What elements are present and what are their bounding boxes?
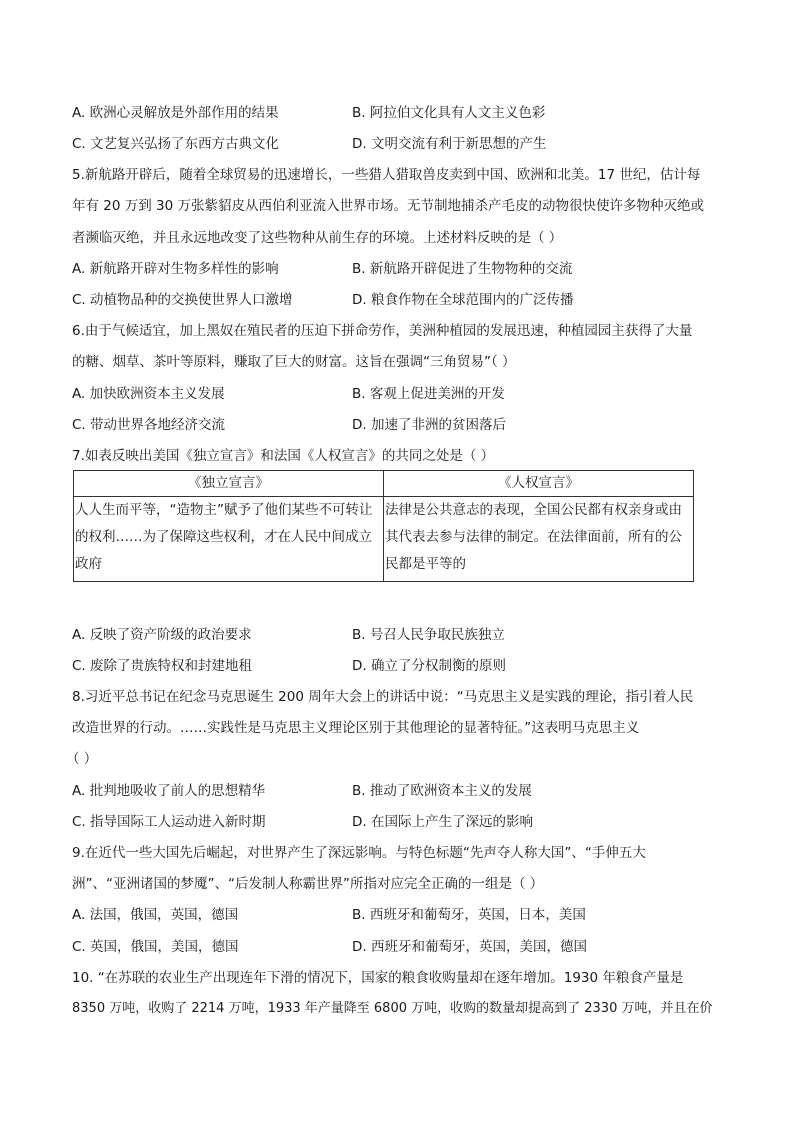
table-cell-independence: 人人生而平等，“造物主”赋予了他们某些不可转让的权利……为了保障这些权利，才在人民中间成立政府 [74,497,384,582]
q4-option-a: A. 欧洲心灵解放是外部作用的结果 [72,105,279,121]
q9-option-a: A. 法国，俄国，英国，德国 [72,907,239,923]
q4-option-d: D. 文明交流有利于新思想的产生 [352,136,547,152]
q5-stem-line-2: 年有 20 万到 30 万张紫貂皮从西伯利亚流入世界市场。无节制地捕杀产毛皮的动物很快使许多物种灭绝或 [72,198,705,214]
q9-stem-line-1: 9.在近代一些大国先后崛起，对世界产生了深远影响。与特色标题“先声夺人称大国”、“手伸五大 [72,845,646,861]
q5-option-a: A. 新航路开辟对生物多样性的影响 [72,261,279,277]
q5-option-b: B. 新航路开辟促进了生物物种的交流 [352,261,573,277]
table-cell-rights: 法律是公共意志的表现，全国公民都有权亲身或由其代表去参与法律的制定。在法律面前，所有的公民都是平等的 [384,497,694,582]
q8-option-b: B. 推动了欧洲资本主义的发展 [352,783,532,799]
q5-option-c: C. 动植物品种的交换使世界人口激增 [72,292,293,308]
declarations-table [73,470,694,582]
q7-option-c: C. 废除了贵族特权和封建地租 [72,658,253,674]
q10-stem-line-1: 10. “在苏联的农业生产出现连年下滑的情况下，国家的粮食收购量却在逐年增加。1930 年粮食产量是 [72,970,684,986]
q6-option-d: D. 加速了非洲的贫困落后 [352,417,506,433]
q6-stem-line-1: 6.由于气候适宜，加上黑奴在殖民者的压迫下拼命劳作，美洲种植园的发展迅速，种植园园主获得了大量 [72,323,693,339]
q5-stem-line-1: 5.新航路开辟后，随着全球贸易的迅速增长，一些猎人猎取兽皮卖到中国、欧洲和北美。17 世纪，估计每 [72,167,701,183]
q9-option-c: C. 英国，俄国，美国，德国 [72,939,239,955]
q9-stem-line-2: 洲”、“亚洲诸国的梦魇”、“后发制人称霸世界”所指对应完全正确的一组是（ ） [72,876,544,892]
table-header-rights: 《人权宣言》 [384,471,694,497]
q7-stem: 7.如表反映出美国《独立宣言》和法国《人权宣言》的共同之处是（ ） [72,448,495,464]
table-header-independence: 《独立宣言》 [74,471,384,497]
q6-option-a: A. 加快欧洲资本主义发展 [72,386,225,402]
q5-option-d: D. 粮食作物在全球范围内的广泛传播 [352,292,574,308]
q6-option-c: C. 带动世界各地经济交流 [72,417,226,433]
q7-option-d: D. 确立了分权制衡的原则 [352,658,506,674]
q9-option-b: B. 西班牙和葡萄牙，英国，日本，美国 [352,907,586,923]
q6-option-b: B. 客观上促进美洲的开发 [352,386,505,402]
table-header-row [74,471,694,497]
q9-option-d: D. 西班牙和葡萄牙，英国，美国，德国 [352,939,587,955]
q8-option-a: A. 批判地吸收了前人的思想精华 [72,783,266,799]
q10-stem-line-2: 8350 万吨，收购了 2214 万吨，1933 年产量降至 6800 万吨，收购的数量却提高到了 2330 万吨，并且在价 [72,1001,713,1016]
q7-option-b: B. 号召人民争取民族独立 [352,627,505,643]
q4-option-c: C. 文艺复兴弘扬了东西方古典文化 [72,136,280,152]
q8-stem-line-3: （ ） [66,751,98,767]
q8-option-d: D. 在国际上产生了深远的影响 [352,814,533,830]
q5-stem-line-3: 者濒临灭绝，并且永远地改变了这些物种从前生存的环境。上述材料反映的是（ ） [72,230,563,246]
q8-stem-line-1: 8.习近平总书记在纪念马克思诞生 200 周年大会上的讲话中说：“马克思主义是实践的理论，指引着人民 [72,689,694,705]
q7-option-a: A. 反映了资产阶级的政治要求 [72,627,252,643]
q4-option-b: B. 阿拉伯文化具有人文主义色彩 [352,105,546,121]
table-row [74,497,694,582]
q6-stem-line-2: 的糖、烟草、茶叶等原料，赚取了巨大的财富。这旨在强调“三角贸易”（ ） [72,354,516,370]
q8-stem-line-2: 改造世界的行动。……实践性是马克思主义理论区别于其他理论的显著特征。”这表明马克思主义 [72,720,640,736]
q8-option-c: C. 指导国际工人运动进入新时期 [72,814,266,830]
